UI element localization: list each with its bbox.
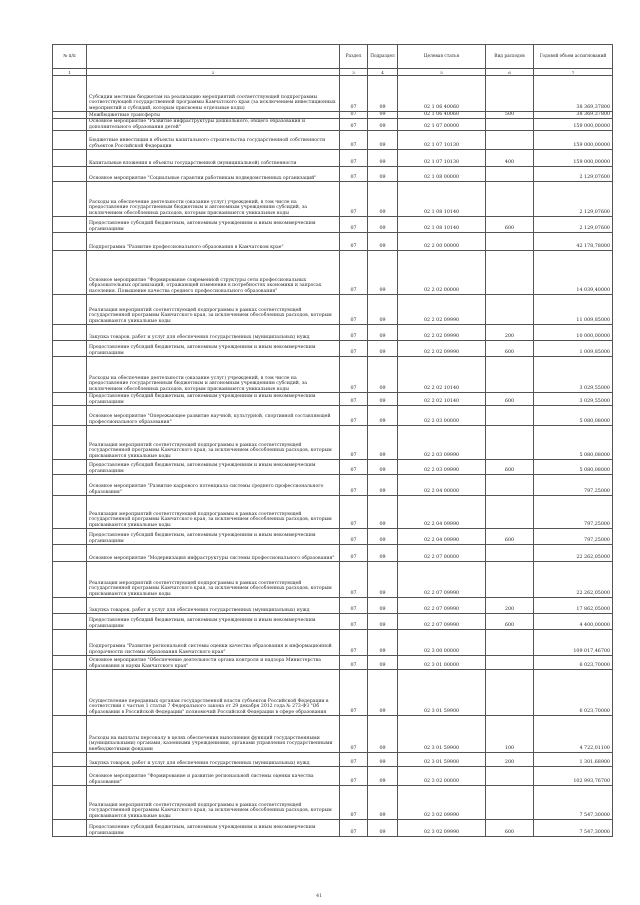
row-subsection: 09 (368, 76, 398, 112)
row-subsection: 09 (368, 325, 398, 341)
row-section: 07 (340, 150, 368, 167)
row-section: 07 (340, 295, 368, 325)
row-target-code: 02 2 02 00000 (398, 251, 486, 295)
header-vr: Вид расходов (486, 45, 534, 69)
row-subsection: 09 (368, 406, 398, 426)
row-description: Основное мероприятие "Развитие кадрового потенциала системы среднего профессионального образования" (87, 475, 340, 496)
row-amount: 5 080,08000 (534, 426, 613, 460)
row-expense-type (486, 182, 534, 217)
table-row (53, 119, 613, 131)
row-expense-type: 600 (486, 529, 534, 545)
row-subsection: 09 (368, 182, 398, 217)
table-row (53, 406, 613, 426)
row-description: Подпрограмма "Развитие профессионального образования в Камчатском крае" (87, 233, 340, 251)
row-description: Закупка товаров, работ и услуг для обеспечения государственных (муниципальных) нужд (87, 325, 340, 341)
table-row (53, 295, 613, 325)
row-section: 07 (340, 529, 368, 545)
row-description: Реализация мероприятий соответствующей подпрограммы в рамках соответствующей государственной программы Камчатского края, за исключением обособленных расходов, которым присваиваются уникальные коды (87, 426, 340, 460)
row-amount: 797,25000 (534, 529, 613, 545)
table-row (53, 393, 613, 406)
column-number: 1 (53, 69, 87, 76)
row-index (53, 475, 87, 496)
row-expense-type (486, 251, 534, 295)
table-row (53, 529, 613, 545)
table-row (53, 475, 613, 496)
row-subsection: 09 (368, 562, 398, 598)
row-subsection: 09 (368, 131, 398, 150)
table-row (53, 325, 613, 341)
row-target-code: 02 1 07 00000 (398, 119, 486, 131)
row-subsection: 09 (368, 460, 398, 475)
table-row (53, 426, 613, 460)
table-row (53, 630, 613, 656)
row-amount: 159 000,00000 (534, 119, 613, 131)
table-row (53, 670, 613, 716)
row-expense-type: 600 (486, 460, 534, 475)
row-description: Предоставление субсидий бюджетным, автономным учреждениям и иным некоммерческим организациям (87, 393, 340, 406)
row-description: Реализация мероприятий соответствующей подпрограммы в рамках соответствующей государственной программы Камчатского края, за исключением обособленных расходов, которым присваиваются уникальные коды (87, 562, 340, 598)
row-description: Межбюджетные трансферты (87, 112, 340, 119)
row-subsection: 09 (368, 251, 398, 295)
row-subsection: 09 (368, 630, 398, 656)
row-target-code: 02 3 02 09990 (398, 786, 486, 820)
row-expense-type (486, 357, 534, 393)
row-description: Предоставление субсидий бюджетным, автономным учреждениям и иным некоммерческим организациям (87, 820, 340, 837)
row-index (53, 406, 87, 426)
row-target-code: 02 3 01 59900 (398, 716, 486, 753)
row-section: 07 (340, 496, 368, 529)
row-target-code: 02 2 02 09990 (398, 325, 486, 341)
table-row (53, 357, 613, 393)
row-expense-type (486, 545, 534, 562)
row-subsection: 09 (368, 475, 398, 496)
row-expense-type: 200 (486, 753, 534, 767)
column-number: 5 (398, 69, 486, 76)
header-num: № п/п (53, 45, 87, 69)
row-subsection: 09 (368, 656, 398, 670)
row-description: Предоставление субсидий бюджетным, автономным учреждениям и иным некоммерческим организациям (87, 529, 340, 545)
row-subsection: 09 (368, 716, 398, 753)
row-target-code: 02 2 07 09990 (398, 614, 486, 630)
row-subsection: 09 (368, 820, 398, 837)
row-target-code: 02 3 01 59900 (398, 753, 486, 767)
row-target-code: 02 3 01 59900 (398, 670, 486, 716)
row-subsection: 09 (368, 217, 398, 233)
row-section: 07 (340, 233, 368, 251)
table-row (53, 76, 613, 112)
row-amount: 22 262,05000 (534, 562, 613, 598)
row-amount: 38 369,37800 (534, 112, 613, 119)
row-section: 07 (340, 393, 368, 406)
row-expense-type (486, 426, 534, 460)
table-row (53, 767, 613, 786)
row-expense-type (486, 786, 534, 820)
row-description: Капитальные вложения в объекты государственной (муниципальной) собственности (87, 150, 340, 167)
row-index (53, 76, 87, 112)
row-amount: 109 017,46700 (534, 630, 613, 656)
row-expense-type: 100 (486, 716, 534, 753)
row-section: 07 (340, 167, 368, 182)
row-index (53, 167, 87, 182)
row-index (53, 182, 87, 217)
row-index (53, 614, 87, 630)
row-subsection: 09 (368, 119, 398, 131)
row-target-code: 02 2 03 09990 (398, 460, 486, 475)
row-expense-type (486, 233, 534, 251)
row-target-code: 02 2 03 00000 (398, 406, 486, 426)
row-target-code: 02 3 00 00000 (398, 630, 486, 656)
row-index (53, 325, 87, 341)
row-target-code: 02 2 07 09990 (398, 562, 486, 598)
row-subsection: 09 (368, 426, 398, 460)
row-target-code: 02 2 02 09990 (398, 341, 486, 357)
row-expense-type: 200 (486, 325, 534, 341)
row-section: 07 (340, 753, 368, 767)
row-index (53, 656, 87, 670)
row-amount: 159 000,00000 (534, 131, 613, 150)
table-row (53, 496, 613, 529)
row-section: 07 (340, 251, 368, 295)
row-index (53, 820, 87, 837)
row-section: 07 (340, 406, 368, 426)
row-section: 07 (340, 426, 368, 460)
budget-table (52, 44, 613, 837)
column-number: 2 (87, 69, 340, 76)
row-index (53, 112, 87, 119)
row-expense-type (486, 767, 534, 786)
row-index (53, 545, 87, 562)
row-expense-type (486, 562, 534, 598)
row-description: Основное мероприятие "Модернизация инфраструктуры системы профессионального образования" (87, 545, 340, 562)
header-subsection: Подраздел (368, 45, 398, 69)
row-section: 07 (340, 131, 368, 150)
header-amount: Годовой объем ассигнований (534, 45, 613, 69)
row-subsection: 09 (368, 614, 398, 630)
table-row (53, 460, 613, 475)
row-target-code: 02 2 03 09990 (398, 426, 486, 460)
row-amount: 6 023,70000 (534, 670, 613, 716)
row-amount: 4 400,00000 (534, 614, 613, 630)
row-target-code: 02 2 02 10140 (398, 357, 486, 393)
row-index (53, 251, 87, 295)
row-description: Предоставление субсидий бюджетным, автономным учреждениям и иным некоммерческим организациям (87, 341, 340, 357)
row-target-code: 02 2 04 09990 (398, 496, 486, 529)
row-index (53, 630, 87, 656)
row-expense-type: 200 (486, 598, 534, 614)
table-row (53, 562, 613, 598)
row-amount: 1 009,85000 (534, 341, 613, 357)
row-subsection: 09 (368, 753, 398, 767)
row-amount: 102 993,76700 (534, 767, 613, 786)
row-expense-type (486, 406, 534, 426)
row-target-code: 02 1 07 10130 (398, 150, 486, 167)
row-description: Основное мероприятие "Развитие инфраструктуры дошкольного, общего образования и дополнительного образования детей" (87, 119, 340, 131)
row-description: Расходы на обеспечение деятельности (оказание услуг) учреждений, в том числе на предоставление государственным бюджетным и автономным учреждениям субсидий, за исключением обособленных расходов, которым присваиваются уникальные коды (87, 182, 340, 217)
column-number-row (53, 69, 613, 76)
row-target-code: 02 2 00 00000 (398, 233, 486, 251)
row-description: Бюджетные инвестиции в объекты капитального строительства государственной собственности субъектов Российской Федерации (87, 131, 340, 150)
table-row (53, 182, 613, 217)
row-target-code: 02 1 08 10140 (398, 217, 486, 233)
row-section: 07 (340, 357, 368, 393)
row-section: 07 (340, 614, 368, 630)
row-target-code: 02 2 07 00000 (398, 545, 486, 562)
table-row (53, 786, 613, 820)
row-index (53, 393, 87, 406)
row-description: Осуществление переданных органам государственной власти субъектов Российской Федерации в соответствии с частью 1 статьи 7 Федерального закона от 29 декабря 2012 года № 273-ФЗ "Об образовании в Российской Федерации" полномочий Российской Федерации в сфере образования (87, 670, 340, 716)
row-expense-type: 600 (486, 820, 534, 837)
row-section: 07 (340, 475, 368, 496)
row-subsection: 09 (368, 393, 398, 406)
row-amount: 2 129,07600 (534, 217, 613, 233)
row-subsection: 09 (368, 598, 398, 614)
row-description: Подпрограмма "Развитие региональной системы оценки качества образования и информационной прозрачности системы образования Камчатского края" (87, 630, 340, 656)
table-row (53, 217, 613, 233)
row-description: Реализация мероприятий соответствующей подпрограммы в рамках соответствующей государственной программы Камчатского края, за исключением обособленных расходов, которым присваиваются уникальные коды (87, 295, 340, 325)
table-row (53, 150, 613, 167)
table-row (53, 233, 613, 251)
row-index (53, 233, 87, 251)
row-section: 07 (340, 119, 368, 131)
row-amount: 7 547,30000 (534, 786, 613, 820)
row-amount: 42 178,78000 (534, 233, 613, 251)
row-index (53, 341, 87, 357)
row-amount: 3 029,55000 (534, 393, 613, 406)
row-index (53, 119, 87, 131)
row-amount: 22 262,05000 (534, 545, 613, 562)
table-row (53, 820, 613, 837)
row-amount: 17 862,05000 (534, 598, 613, 614)
table-body (53, 76, 613, 837)
header-section: Раздел (340, 45, 368, 69)
row-description: Основное мероприятие "Формирование современной структуры сети профессиональных образовательных организаций, отражающей изменения в потребностях экономики и запросах населения. Повышение качества среднего профессионального образования" (87, 251, 340, 295)
row-target-code: 02 3 02 00000 (398, 767, 486, 786)
row-subsection: 09 (368, 150, 398, 167)
row-expense-type (486, 496, 534, 529)
row-subsection: 09 (368, 767, 398, 786)
row-section: 07 (340, 630, 368, 656)
row-description: Основное мероприятие "Обеспечение деятельности органа контроля и надзора Министерства образования и науки Камчатского края" (87, 656, 340, 670)
row-index (53, 295, 87, 325)
table-row (53, 716, 613, 753)
row-section: 07 (340, 341, 368, 357)
column-number: 6 (486, 69, 534, 76)
row-section: 07 (340, 112, 368, 119)
row-amount: 7 547,30000 (534, 820, 613, 837)
row-subsection: 09 (368, 112, 398, 119)
header-target: Целевая статья (398, 45, 486, 69)
row-index (53, 598, 87, 614)
row-description: Основное мероприятие "Формирование и развитие региональной системы оценки качества образования" (87, 767, 340, 786)
row-section: 07 (340, 217, 368, 233)
row-amount: 4 722,01100 (534, 716, 613, 753)
table-row (53, 131, 613, 150)
row-amount: 14 039,40000 (534, 251, 613, 295)
row-amount: 2 129,07600 (534, 182, 613, 217)
row-index (53, 217, 87, 233)
row-expense-type (486, 630, 534, 656)
row-amount: 38 369,37800 (534, 76, 613, 112)
page-number: 41 (316, 893, 323, 899)
row-section: 07 (340, 182, 368, 217)
row-section: 07 (340, 76, 368, 112)
row-subsection: 09 (368, 529, 398, 545)
row-index (53, 670, 87, 716)
row-target-code: 02 1 06 40060 (398, 76, 486, 112)
row-section: 07 (340, 598, 368, 614)
row-subsection: 09 (368, 233, 398, 251)
row-section: 07 (340, 767, 368, 786)
row-expense-type: 600 (486, 393, 534, 406)
row-amount: 2 129,07600 (534, 167, 613, 182)
row-index (53, 562, 87, 598)
row-section: 07 (340, 325, 368, 341)
row-target-code: 02 2 02 10140 (398, 393, 486, 406)
row-expense-type (486, 295, 534, 325)
row-index (53, 496, 87, 529)
row-section: 07 (340, 786, 368, 820)
row-section: 07 (340, 545, 368, 562)
row-description: Предоставление субсидий бюджетным, автономным учреждениям и иным некоммерческим организациям (87, 460, 340, 475)
row-description: Расходы на выплаты персоналу в целях обеспечения выполнения функций государственными (муниципальными) органами, казенными учреждениями, органами управления государственными внебюджетными фондами (87, 716, 340, 753)
row-expense-type: 600 (486, 614, 534, 630)
row-index (53, 529, 87, 545)
row-amount: 797,25000 (534, 475, 613, 496)
row-section: 07 (340, 716, 368, 753)
row-amount: 1 301,68900 (534, 753, 613, 767)
row-description: Закупка товаров, работ и услуг для обеспечения государственных (муниципальных) нужд (87, 753, 340, 767)
row-expense-type: 500 (486, 112, 534, 119)
row-index (53, 131, 87, 150)
table-row (53, 614, 613, 630)
row-amount: 10 000,00000 (534, 325, 613, 341)
row-amount: 3 029,55000 (534, 357, 613, 393)
row-target-code: 02 3 02 09990 (398, 820, 486, 837)
table-row (53, 112, 613, 119)
table-row (53, 545, 613, 562)
row-expense-type: 400 (486, 150, 534, 167)
header-name (87, 45, 340, 69)
row-amount: 159 000,00000 (534, 150, 613, 167)
row-description: Основное мероприятие "Социальные гарантии работникам подведомственных организаций" (87, 167, 340, 182)
row-description: Субсидии местным бюджетам на реализацию мероприятий соответствующей подпрограммы соответствующей государственной программы Камчатского края (за исключением инвестиционных мероприятий и субсидий, которым присвоены отдельные коды) (87, 76, 340, 112)
row-section: 07 (340, 460, 368, 475)
row-target-code: 02 1 08 10140 (398, 182, 486, 217)
row-index (53, 716, 87, 753)
row-subsection: 09 (368, 545, 398, 562)
row-expense-type (486, 656, 534, 670)
row-index (53, 357, 87, 393)
row-subsection: 09 (368, 496, 398, 529)
row-amount: 11 009,85000 (534, 295, 613, 325)
row-amount: 797,25000 (534, 496, 613, 529)
row-index (53, 767, 87, 786)
row-section: 07 (340, 562, 368, 598)
row-subsection: 09 (368, 786, 398, 820)
row-description: Закупка товаров, работ и услуг для обеспечения государственных (муниципальных) нужд (87, 598, 340, 614)
row-subsection: 09 (368, 341, 398, 357)
table-row (53, 656, 613, 670)
row-amount: 6 023,70000 (534, 656, 613, 670)
row-expense-type (486, 119, 534, 131)
row-index (53, 426, 87, 460)
header-row (53, 45, 613, 69)
row-amount: 5 080,08000 (534, 460, 613, 475)
row-expense-type (486, 475, 534, 496)
table-row (53, 167, 613, 182)
table-row (53, 753, 613, 767)
row-subsection: 09 (368, 295, 398, 325)
table-row (53, 341, 613, 357)
row-subsection: 09 (368, 357, 398, 393)
row-expense-type (486, 167, 534, 182)
row-target-code: 02 2 02 09990 (398, 295, 486, 325)
row-index (53, 786, 87, 820)
row-subsection: 09 (368, 670, 398, 716)
row-description: Предоставление субсидий бюджетным, автономным учреждениям и иным некоммерческим организациям (87, 217, 340, 233)
row-description: Реализация мероприятий соответствующей подпрограммы в рамках соответствующей государственной программы Камчатского края, за исключением обособленных расходов, которым присваиваются уникальные коды (87, 786, 340, 820)
row-expense-type: 600 (486, 217, 534, 233)
row-target-code: 02 1 07 10130 (398, 131, 486, 150)
row-expense-type (486, 670, 534, 716)
row-expense-type (486, 76, 534, 112)
column-number: 7 (534, 69, 613, 76)
table-row (53, 598, 613, 614)
row-description: Реализация мероприятий соответствующей подпрограммы в рамках соответствующей государственной программы Камчатского края, за исключением обособленных расходов, которым присваиваются уникальные коды (87, 496, 340, 529)
row-target-code: 02 2 04 00000 (398, 475, 486, 496)
column-number: 3 (340, 69, 368, 76)
column-number: 4 (368, 69, 398, 76)
row-index (53, 460, 87, 475)
row-section: 07 (340, 656, 368, 670)
row-expense-type (486, 131, 534, 150)
row-subsection: 09 (368, 167, 398, 182)
row-section: 07 (340, 820, 368, 837)
row-target-code: 02 3 01 00000 (398, 656, 486, 670)
row-target-code: 02 1 08 00000 (398, 167, 486, 182)
row-amount: 5 080,08000 (534, 406, 613, 426)
row-description: Расходы на обеспечение деятельности (оказание услуг) учреждений, в том числе на предоставление государственным бюджетным и автономным учреждениям субсидий, за исключением обособленных расходов, которым присваиваются уникальные коды (87, 357, 340, 393)
table-row (53, 251, 613, 295)
row-description: Предоставление субсидий бюджетным, автономным учреждениям и иным некоммерческим организациям (87, 614, 340, 630)
row-target-code: 02 2 04 09990 (398, 529, 486, 545)
row-section: 07 (340, 670, 368, 716)
row-index (53, 150, 87, 167)
row-target-code: 02 2 07 09990 (398, 598, 486, 614)
row-target-code: 02 1 06 40060 (398, 112, 486, 119)
row-index (53, 753, 87, 767)
row-description: Основное мероприятие "Опережающее развитие научной, культурной, спортивной составляющей профессионального образования" (87, 406, 340, 426)
row-expense-type: 600 (486, 341, 534, 357)
